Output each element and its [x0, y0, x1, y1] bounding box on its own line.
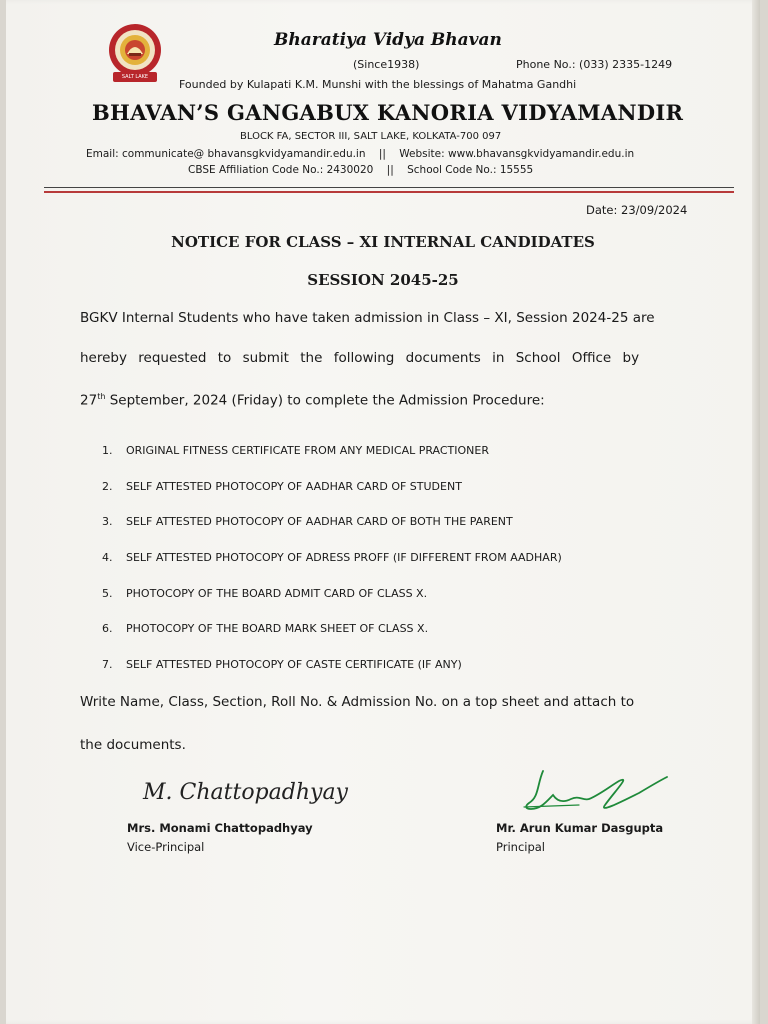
- list-item: 7. SELF ATTESTED PHOTOCOPY OF CASTE CERTIFICATE (IF ANY): [102, 658, 462, 672]
- header-divider: [44, 187, 734, 188]
- school-name: BHAVAN’S GANGABUX KANORIA VIDYAMANDIR: [92, 100, 684, 125]
- founder-line: Founded by Kulapati K.M. Munshi with the blessings of Mahatma Gandhi: [179, 78, 577, 91]
- body-paragraph-line3: [80, 392, 545, 409]
- page-edge-shadow: [752, 0, 760, 1024]
- vice-principal-name: Mrs. Monami Chattopadhyay: [127, 821, 313, 835]
- list-item: 3. SELF ATTESTED PHOTOCOPY OF AADHAR CARD OF BOTH THE PARENT: [102, 515, 513, 529]
- school-address: BLOCK FA, SECTOR III, SALT LAKE, KOLKATA-700 097: [240, 131, 502, 142]
- list-item: 1. ORIGINAL FITNESS CERTIFICATE FROM ANY MEDICAL PRACTIONER: [102, 444, 490, 457]
- deadline-rest: September, 2024 (Friday) to complete the Admission Procedure:: [105, 392, 545, 409]
- principal-designation: Principal: [496, 840, 546, 854]
- notice-page: [6, 0, 760, 1024]
- list-item: 4. SELF ATTESTED PHOTOCOPY OF ADRESS PROFF (IF DIFFERENT FROM AADHAR): [102, 551, 562, 565]
- phone-number: Phone No.: (033) 2335-1249: [516, 58, 673, 71]
- vice-principal-signature: [139, 767, 349, 817]
- logo-banner: SALT LAKE: [113, 72, 157, 82]
- affiliation-codes: CBSE Affiliation Code No.: 2430020 || School Code No.: 15555: [188, 164, 534, 176]
- list-item: 2. SELF ATTESTED PHOTOCOPY OF AADHAR CARD OF STUDENT: [102, 479, 462, 493]
- svg-text:M. Chattopadhyay: M. Chattopadhyay: [143, 780, 348, 805]
- header-divider-red: [44, 191, 734, 193]
- instruction-line2: the documents.: [80, 737, 186, 753]
- documents-list: [102, 444, 562, 694]
- body-paragraph-line1: BGKV Internal Students who have taken admission in Class – XI, Session 2024-25 are: [80, 310, 655, 326]
- list-item: 5. PHOTOCOPY OF THE BOARD ADMIT CARD OF CLASS X.: [102, 586, 428, 600]
- principal-name: Mr. Arun Kumar Dasgupta: [496, 821, 664, 835]
- principal-signature: [519, 765, 674, 820]
- deadline-ordinal: th: [97, 392, 106, 401]
- body-paragraph-line2: hereby requested to submit the following documents in School Office by: [80, 350, 640, 366]
- notice-title: NOTICE FOR CLASS – XI INTERNAL CANDIDATES: [171, 233, 595, 251]
- notice-date: Date: 23/09/2024: [586, 203, 688, 217]
- contact-email-website: Email: communicate@ bhavansgkvidyamandir.edu.in || Website: www.bhavansgkvidyamandir.edu.in: [86, 148, 635, 160]
- since-year: (Since1938): [353, 58, 420, 71]
- trust-name: Bharatiya Vidya Bhavan: [274, 30, 502, 50]
- deadline-day: 27: [80, 392, 98, 409]
- vice-principal-designation: Vice-Principal: [127, 840, 205, 854]
- list-item: 6. PHOTOCOPY OF THE BOARD MARK SHEET OF CLASS X.: [102, 622, 429, 636]
- instruction-line1: Write Name, Class, Section, Roll No. & Admission No. on a top sheet and attach to: [80, 694, 635, 710]
- notice-session: SESSION 2045-25: [307, 271, 459, 289]
